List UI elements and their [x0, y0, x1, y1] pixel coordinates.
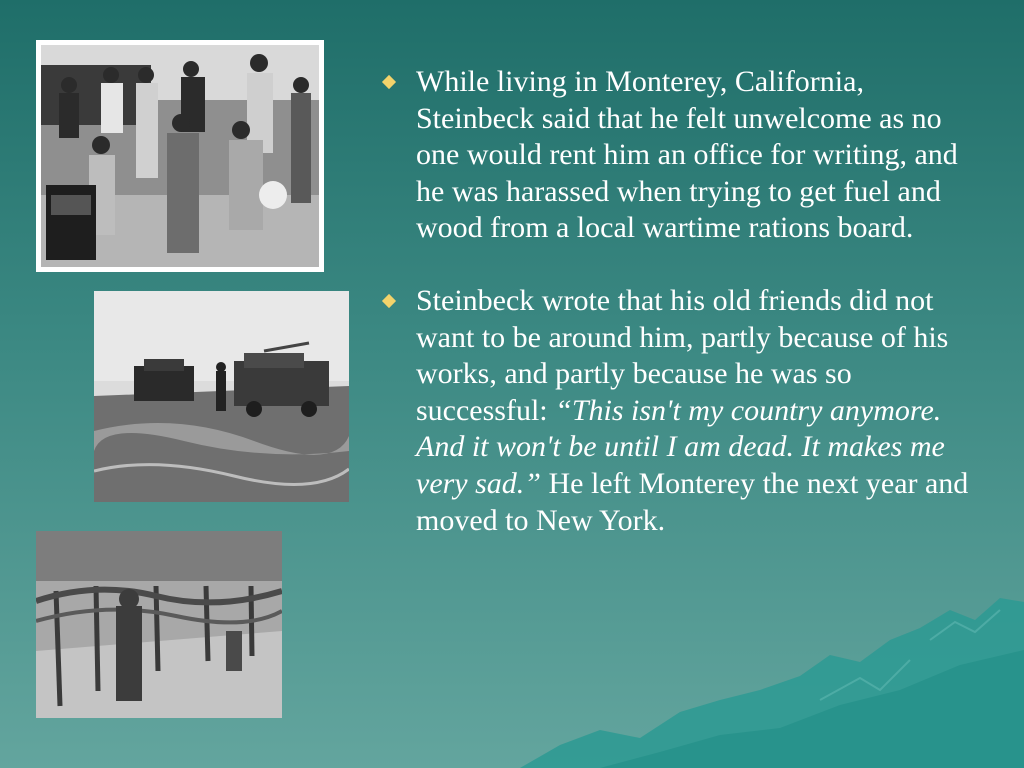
bullet-list [380, 64, 980, 575]
bullet-text-after: He left Monterey the next year and moved to New York. [416, 466, 969, 537]
diamond-bullet-icon [382, 75, 396, 89]
bullet-text: While living in Monterey, California, Steinbeck said that he felt unwelcome as no one would rent him an office for writing, and he was harassed when trying to get fuel and wood from a local wartime rations board. [416, 65, 958, 245]
bullet-item-monterey [380, 64, 980, 247]
steinbeck-quote: “This isn't my country anymore. And it won't be until I am dead. It makes me very sad.” [416, 393, 945, 500]
vineyard-photo [36, 531, 282, 718]
group-photo [36, 40, 324, 272]
diamond-bullet-icon [382, 294, 396, 308]
truck-photo [94, 291, 349, 502]
bullet-item-friends [380, 283, 980, 539]
bullet-text-before: Steinbeck wrote that his old friends did not want to be around him, partly because of his works, and partly because he was so successful: [416, 283, 949, 427]
